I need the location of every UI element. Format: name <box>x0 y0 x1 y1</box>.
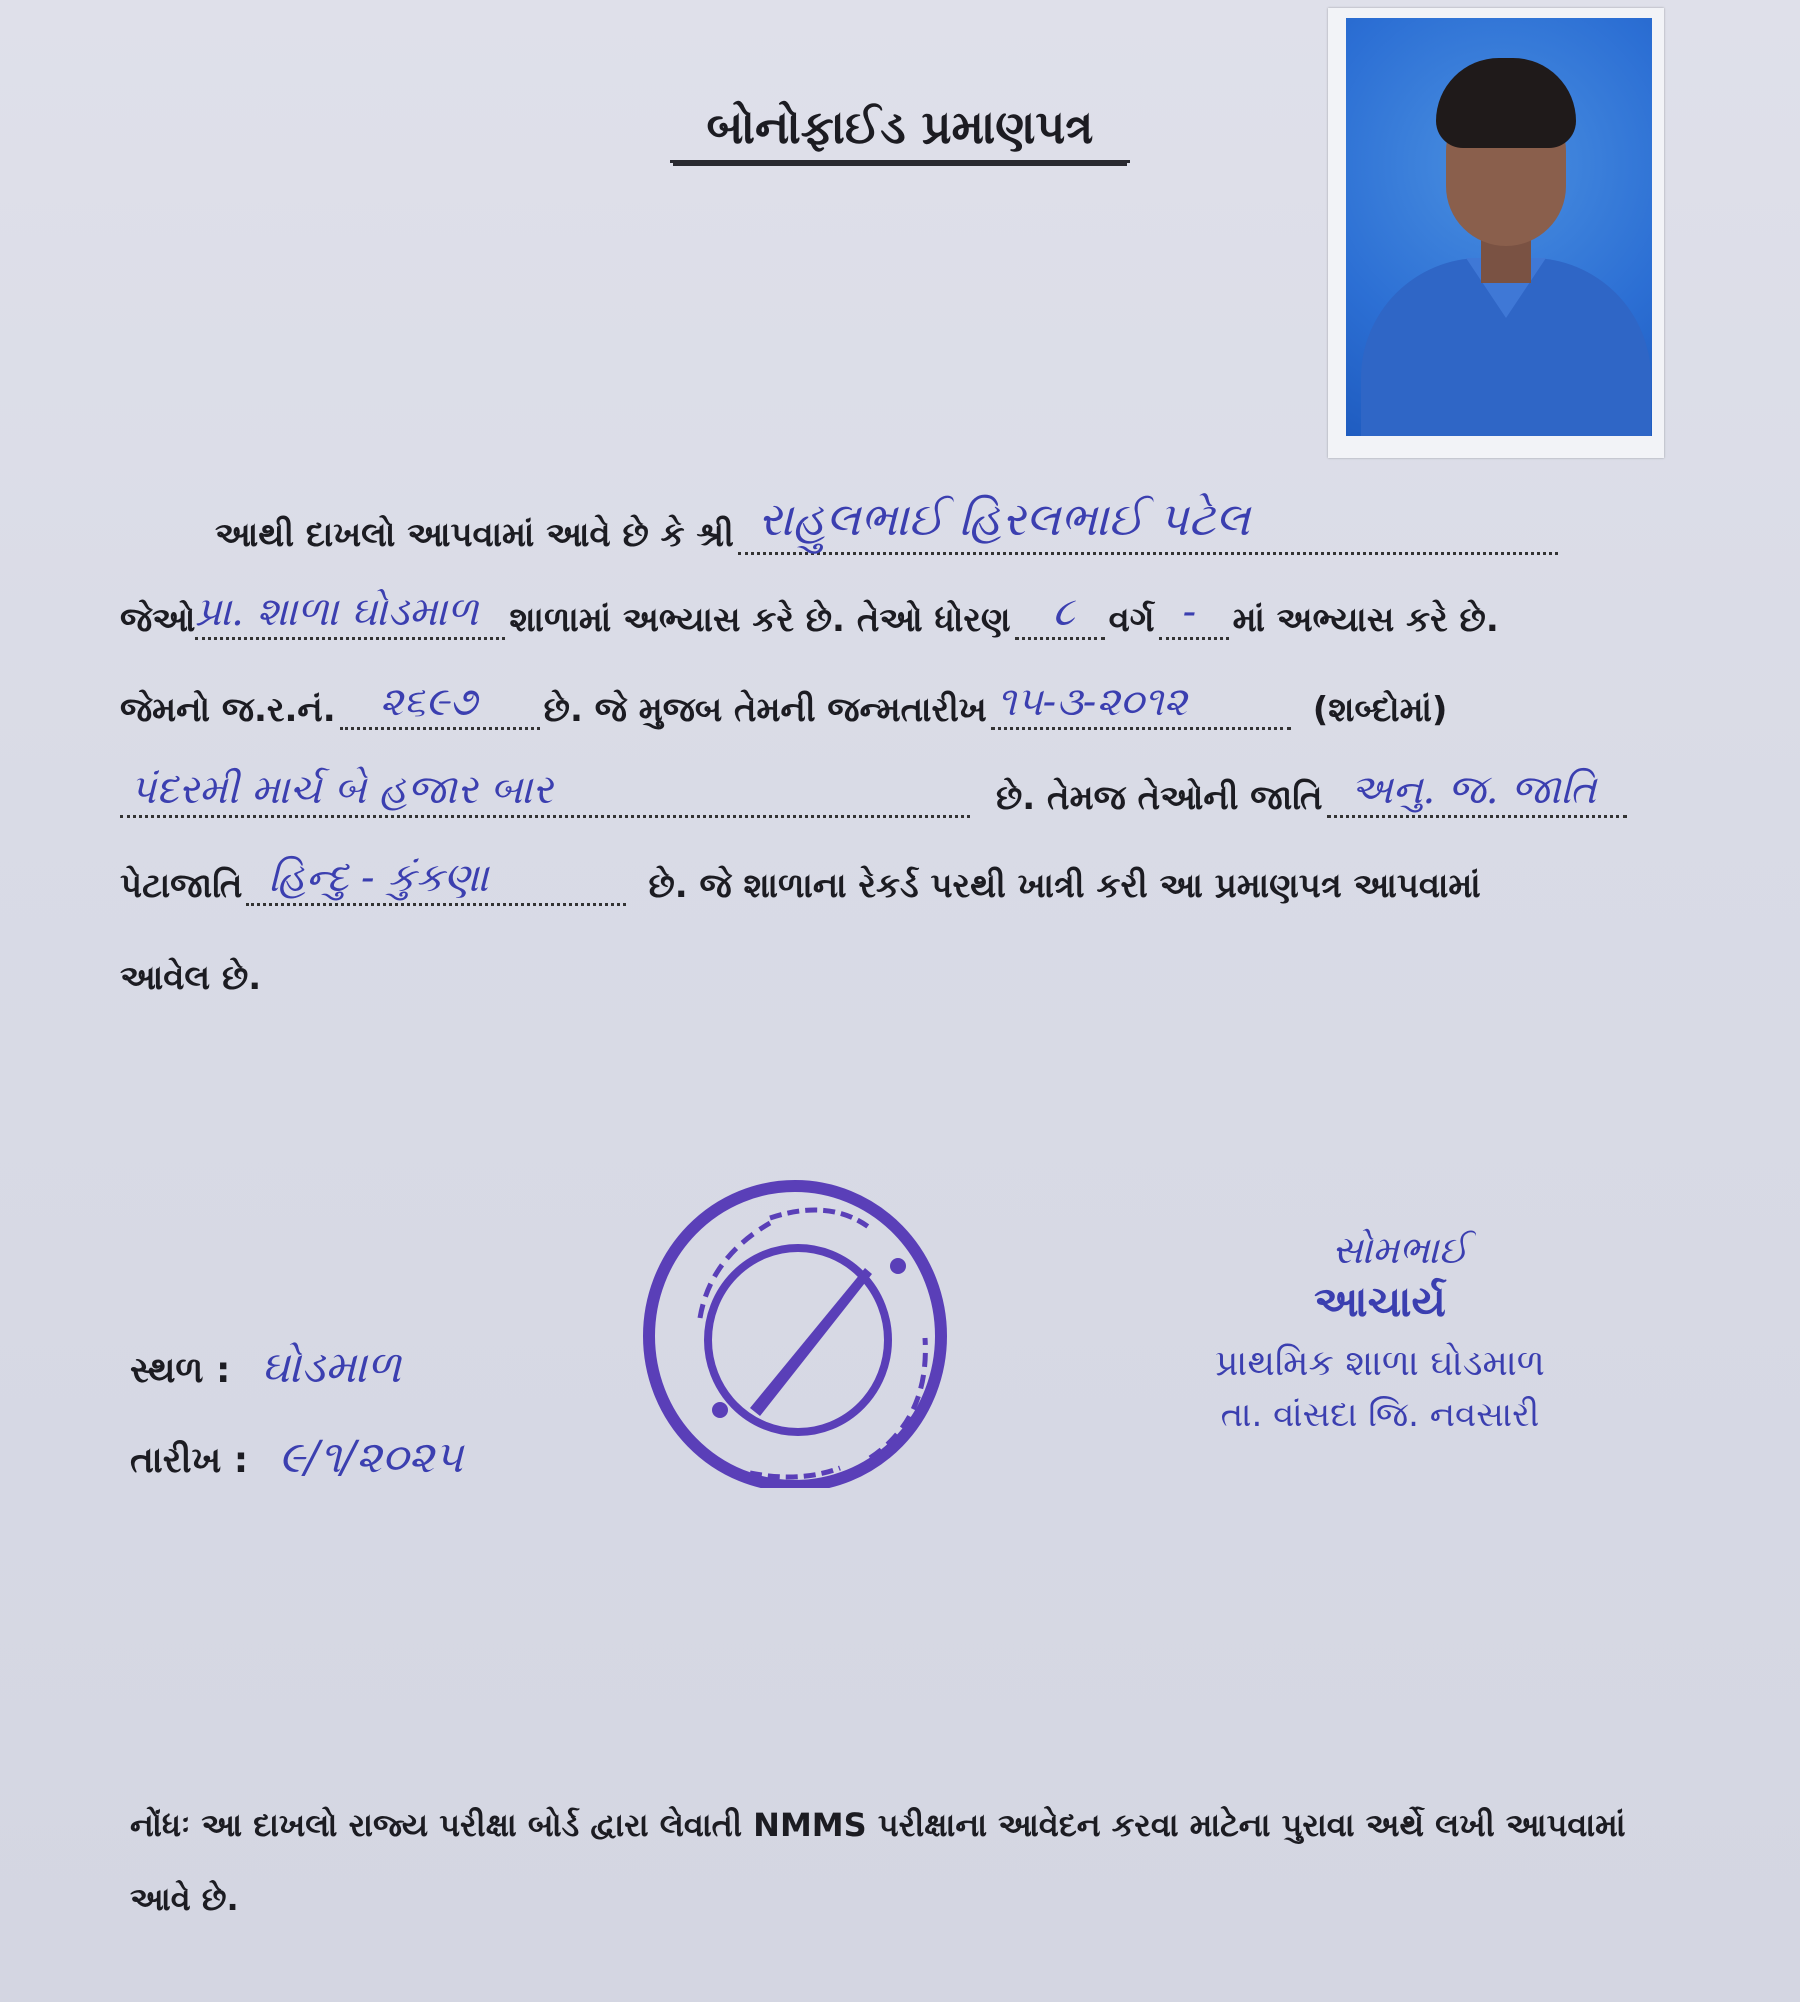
gr-number-field <box>340 679 540 730</box>
date-label: તારીખ : <box>130 1440 249 1481</box>
body-line-1 <box>215 492 1685 555</box>
caste-field <box>1327 767 1627 818</box>
school-name: પ્રા. શાળા ઘોડમાળ <box>195 589 479 635</box>
school-seal-stamp <box>640 1178 950 1488</box>
in-words-label: (શબ્દોમાં) <box>1312 690 1448 730</box>
line6: આવેલ છે. <box>120 958 262 998</box>
taluka-district-line: તા. વાંસદા જિ. નવસારી <box>1220 1395 1540 1435</box>
birth-date-field <box>991 679 1291 730</box>
body-line-6 <box>120 958 1680 998</box>
line5-suffix: છે. જે શાળાના રેકર્ડ પરથી ખાત્રી કરી આ પ્રમાણપત્ર આપવામાં <box>648 866 1481 906</box>
line2-prefix: જેઓ <box>120 600 196 640</box>
standard: ૮ <box>1052 589 1075 635</box>
standard-field <box>1015 589 1105 640</box>
date-row <box>130 1432 463 1483</box>
principal-designation: આચાર્ય <box>1314 1277 1446 1326</box>
footer-note: નોંધઃ આ દાખલો રાજ્ય પરીક્ષા બોર્ડ દ્વારા લેવાતી NMMS પરીક્ષાના આવેદન કરવા માટેના પુરાવા અર્થે લખી આપવામાં આવે છે. <box>130 1806 1626 1918</box>
date-value: ૯/૧/૨૦૨૫ <box>278 1432 463 1483</box>
principal-signature-block <box>1160 1228 1600 1435</box>
body-line-3 <box>120 679 1680 730</box>
place-label: સ્થળ : <box>130 1350 231 1391</box>
body-line-2 <box>120 589 1680 640</box>
division: - <box>1182 589 1197 635</box>
student-name-field <box>738 492 1558 555</box>
line2-mid: શાળામાં અભ્યાસ કરે છે. તેઓ ધોરણ <box>509 600 1011 640</box>
sub-caste: હિન્દુ - કુંકણા <box>268 855 489 901</box>
birth-date: ૧૫-૩-૨૦૧૨ <box>996 679 1187 725</box>
sub-caste-field <box>246 855 626 906</box>
student-name: રાહુલભાઈ હિરલભાઈ પટેલ <box>757 492 1250 546</box>
line5-prefix: પેટાજાતિ <box>120 866 243 906</box>
birth-date-words-field <box>120 767 970 818</box>
body-line-4 <box>120 767 1680 818</box>
student-photo <box>1346 18 1652 436</box>
student-photo-frame <box>1328 8 1664 458</box>
school-stamp-line: પ્રાથમિક શાળા ઘોડમાળ <box>1215 1343 1545 1384</box>
birth-date-words: પંદરમી માર્ચ બે હજાર બાર <box>130 767 553 813</box>
caste: અનુ. જ. જાતિ <box>1350 767 1597 813</box>
page-title: બોનોફાઈડ પ્રમાણપત્ર <box>670 100 1130 163</box>
principal-signature: સોમભાઈ <box>1331 1228 1469 1272</box>
line4-mid: છે. તેમજ તેઓની જાતિ <box>996 778 1323 818</box>
division-field <box>1159 589 1229 640</box>
school-name-field <box>195 589 505 640</box>
gr-number: ૨૬૯૭ <box>379 679 478 725</box>
line2-suffix: માં અભ્યાસ કરે છે. <box>1232 600 1499 640</box>
line3-prefix: જેમનો જ.ર.નં. <box>120 690 336 730</box>
varg-label: વર્ગ <box>1108 600 1155 640</box>
line1-prefix: આથી દાખલો આપવામાં આવે છે કે શ્રી <box>215 515 734 555</box>
place-row <box>130 1342 401 1393</box>
body-line-5 <box>120 855 1680 906</box>
line3-mid: છે. જે મુજબ તેમની જન્મતારીખ <box>543 690 987 730</box>
place-value: ઘોડમાળ <box>261 1342 402 1393</box>
